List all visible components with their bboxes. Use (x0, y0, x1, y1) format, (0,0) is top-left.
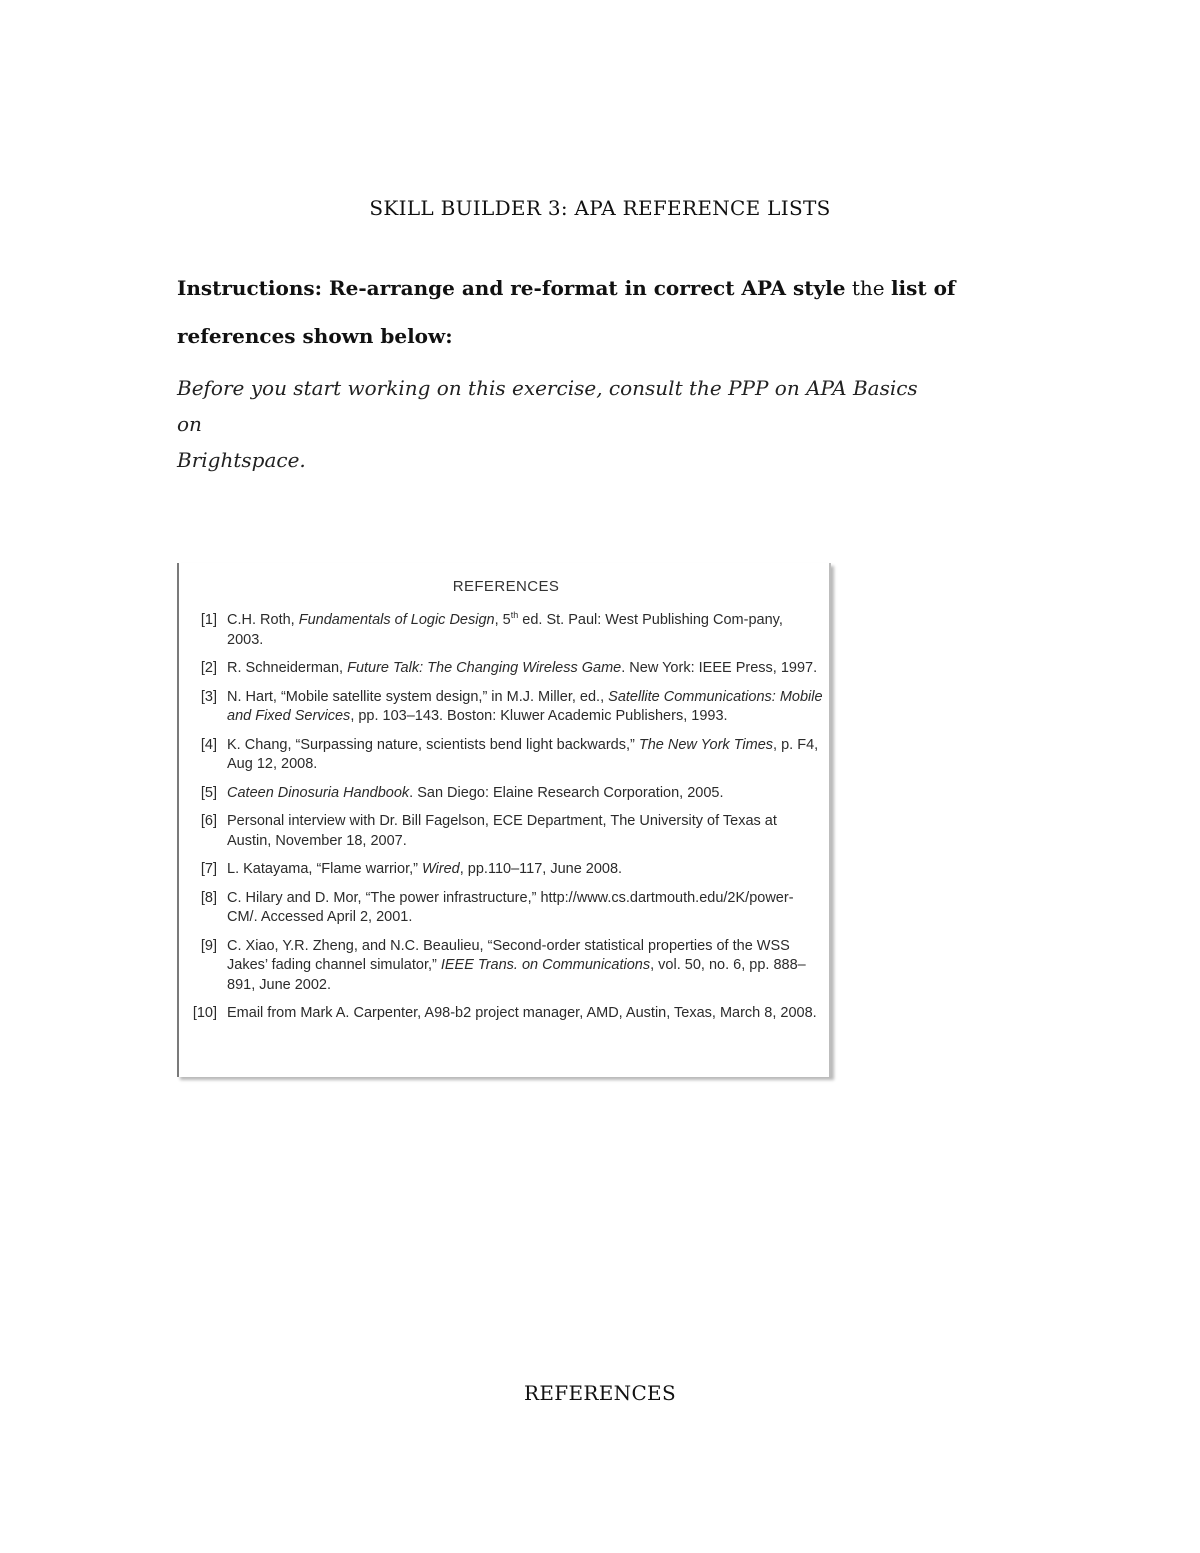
reference-text (227, 611, 827, 650)
reference-text-part: . New York: IEEE Press, 1997. (621, 660, 818, 676)
reference-number: [9] (200, 937, 217, 954)
reference-number: [8] (200, 889, 217, 906)
instructions-tail: list of references shown below: (177, 276, 956, 348)
reference-text (227, 736, 827, 775)
reference-text-part: ed. St. Paul: West Publishing Com-pany, 2003. (227, 612, 783, 648)
reference-item (187, 937, 827, 996)
reference-figure-heading: REFERENCES (452, 578, 560, 595)
reference-number: [4] (200, 736, 217, 753)
reference-text (227, 784, 827, 804)
reference-number: [1] (200, 612, 217, 628)
reference-italic-title: Satellite Communications: Mobile and Fixed Services (227, 688, 823, 724)
reference-italic-title: The New York Times (638, 736, 774, 753)
reference-number: [2] (200, 660, 217, 676)
note-line-1: Before you start working on this exercise, consult the PPP on APA Basics on (177, 376, 918, 436)
reference-italic-title: Wired (422, 861, 460, 877)
reference-number: [10] (192, 1005, 217, 1021)
reference-text-part: , pp.110–117, June 2008. (459, 861, 623, 877)
reference-text (227, 812, 827, 851)
reference-item (187, 688, 827, 727)
reference-text-part: K. Chang, “Surpassing nature, scientists bend light backwards,” (227, 736, 639, 753)
reference-number: [5] (200, 784, 217, 801)
references-heading: REFERENCES (524, 1381, 676, 1405)
reference-list (187, 611, 827, 1033)
reference-item (187, 1004, 827, 1024)
reference-text-part: R. Schneiderman, (227, 660, 348, 676)
reference-item (187, 784, 827, 804)
reference-italic-title: IEEE Trans. on Communications (440, 957, 651, 973)
reference-text (227, 937, 827, 996)
reference-item (187, 860, 827, 880)
reference-item (187, 889, 827, 928)
reference-italic-title: Cateen Dinosuria Handbook (227, 784, 410, 801)
note-line-2: Brightspace. (177, 448, 306, 472)
reference-text-part: C.H. Roth, (227, 612, 299, 628)
reference-number: [7] (200, 861, 217, 877)
reference-superscript: th (510, 610, 519, 621)
reference-text-part: , p. F4, Aug 12, 2008. (227, 736, 819, 772)
instructions-connector: the (845, 276, 891, 300)
reference-text-part: Personal interview with Dr. Bill Fagelson, ECE Department, The University of Texas at Austin, November 18, 2007. (227, 813, 777, 849)
reference-text (227, 889, 827, 928)
reference-text-part: N. Hart, “Mobile satellite system design,” in M.J. Miller, ed., (227, 688, 609, 705)
reference-text-part: , vol. 50, no. 6, pp. 888–891, June 2002. (227, 957, 806, 993)
reference-item (187, 659, 827, 679)
reference-text-part: . San Diego: Elaine Research Corporation, 2005. (409, 784, 724, 801)
reference-text (227, 860, 827, 880)
document-title: SKILL BUILDER 3: APA REFERENCE LISTS (369, 196, 831, 220)
reference-item (187, 611, 827, 650)
reference-italic-title: Future Talk: The Changing Wireless Game (347, 660, 622, 676)
instructions-lead: Instructions: Re-arrange and re-format in correct APA style (177, 276, 846, 300)
reference-text-part: , 5 (494, 612, 511, 628)
reference-italic-title: Fundamentals of Logic Design (298, 612, 495, 628)
reference-number: [6] (200, 813, 217, 829)
reference-list-image (177, 563, 831, 1077)
reference-text-part: L. Katayama, “Flame warrior,” (227, 861, 422, 877)
reference-text-part: C. Xiao, Y.R. Zheng, and N.C. Beaulieu, “Second-order statistical properties of the WSS Jakes’ fading channel simulator,” (227, 937, 790, 973)
reference-item (187, 812, 827, 851)
reference-item (187, 736, 827, 775)
reference-text (227, 1004, 827, 1024)
reference-text (227, 688, 827, 727)
reference-text (227, 659, 827, 679)
reference-text-part: , pp. 103–143. Boston: Kluwer Academic Publishers, 1993. (350, 708, 728, 724)
reference-number: [3] (200, 688, 217, 705)
reference-text-part: C. Hilary and D. Mor, “The power infrastructure,” http://www.cs.dartmouth.edu/2K/power-CM/. Accessed April 2, 2001. (227, 889, 794, 925)
brightspace-note (177, 370, 937, 478)
reference-text-part: Email from Mark A. Carpenter, A98-b2 project manager, AMD, Austin, Texas, March 8, 2008. (227, 1005, 817, 1021)
instructions-paragraph (177, 264, 1017, 360)
